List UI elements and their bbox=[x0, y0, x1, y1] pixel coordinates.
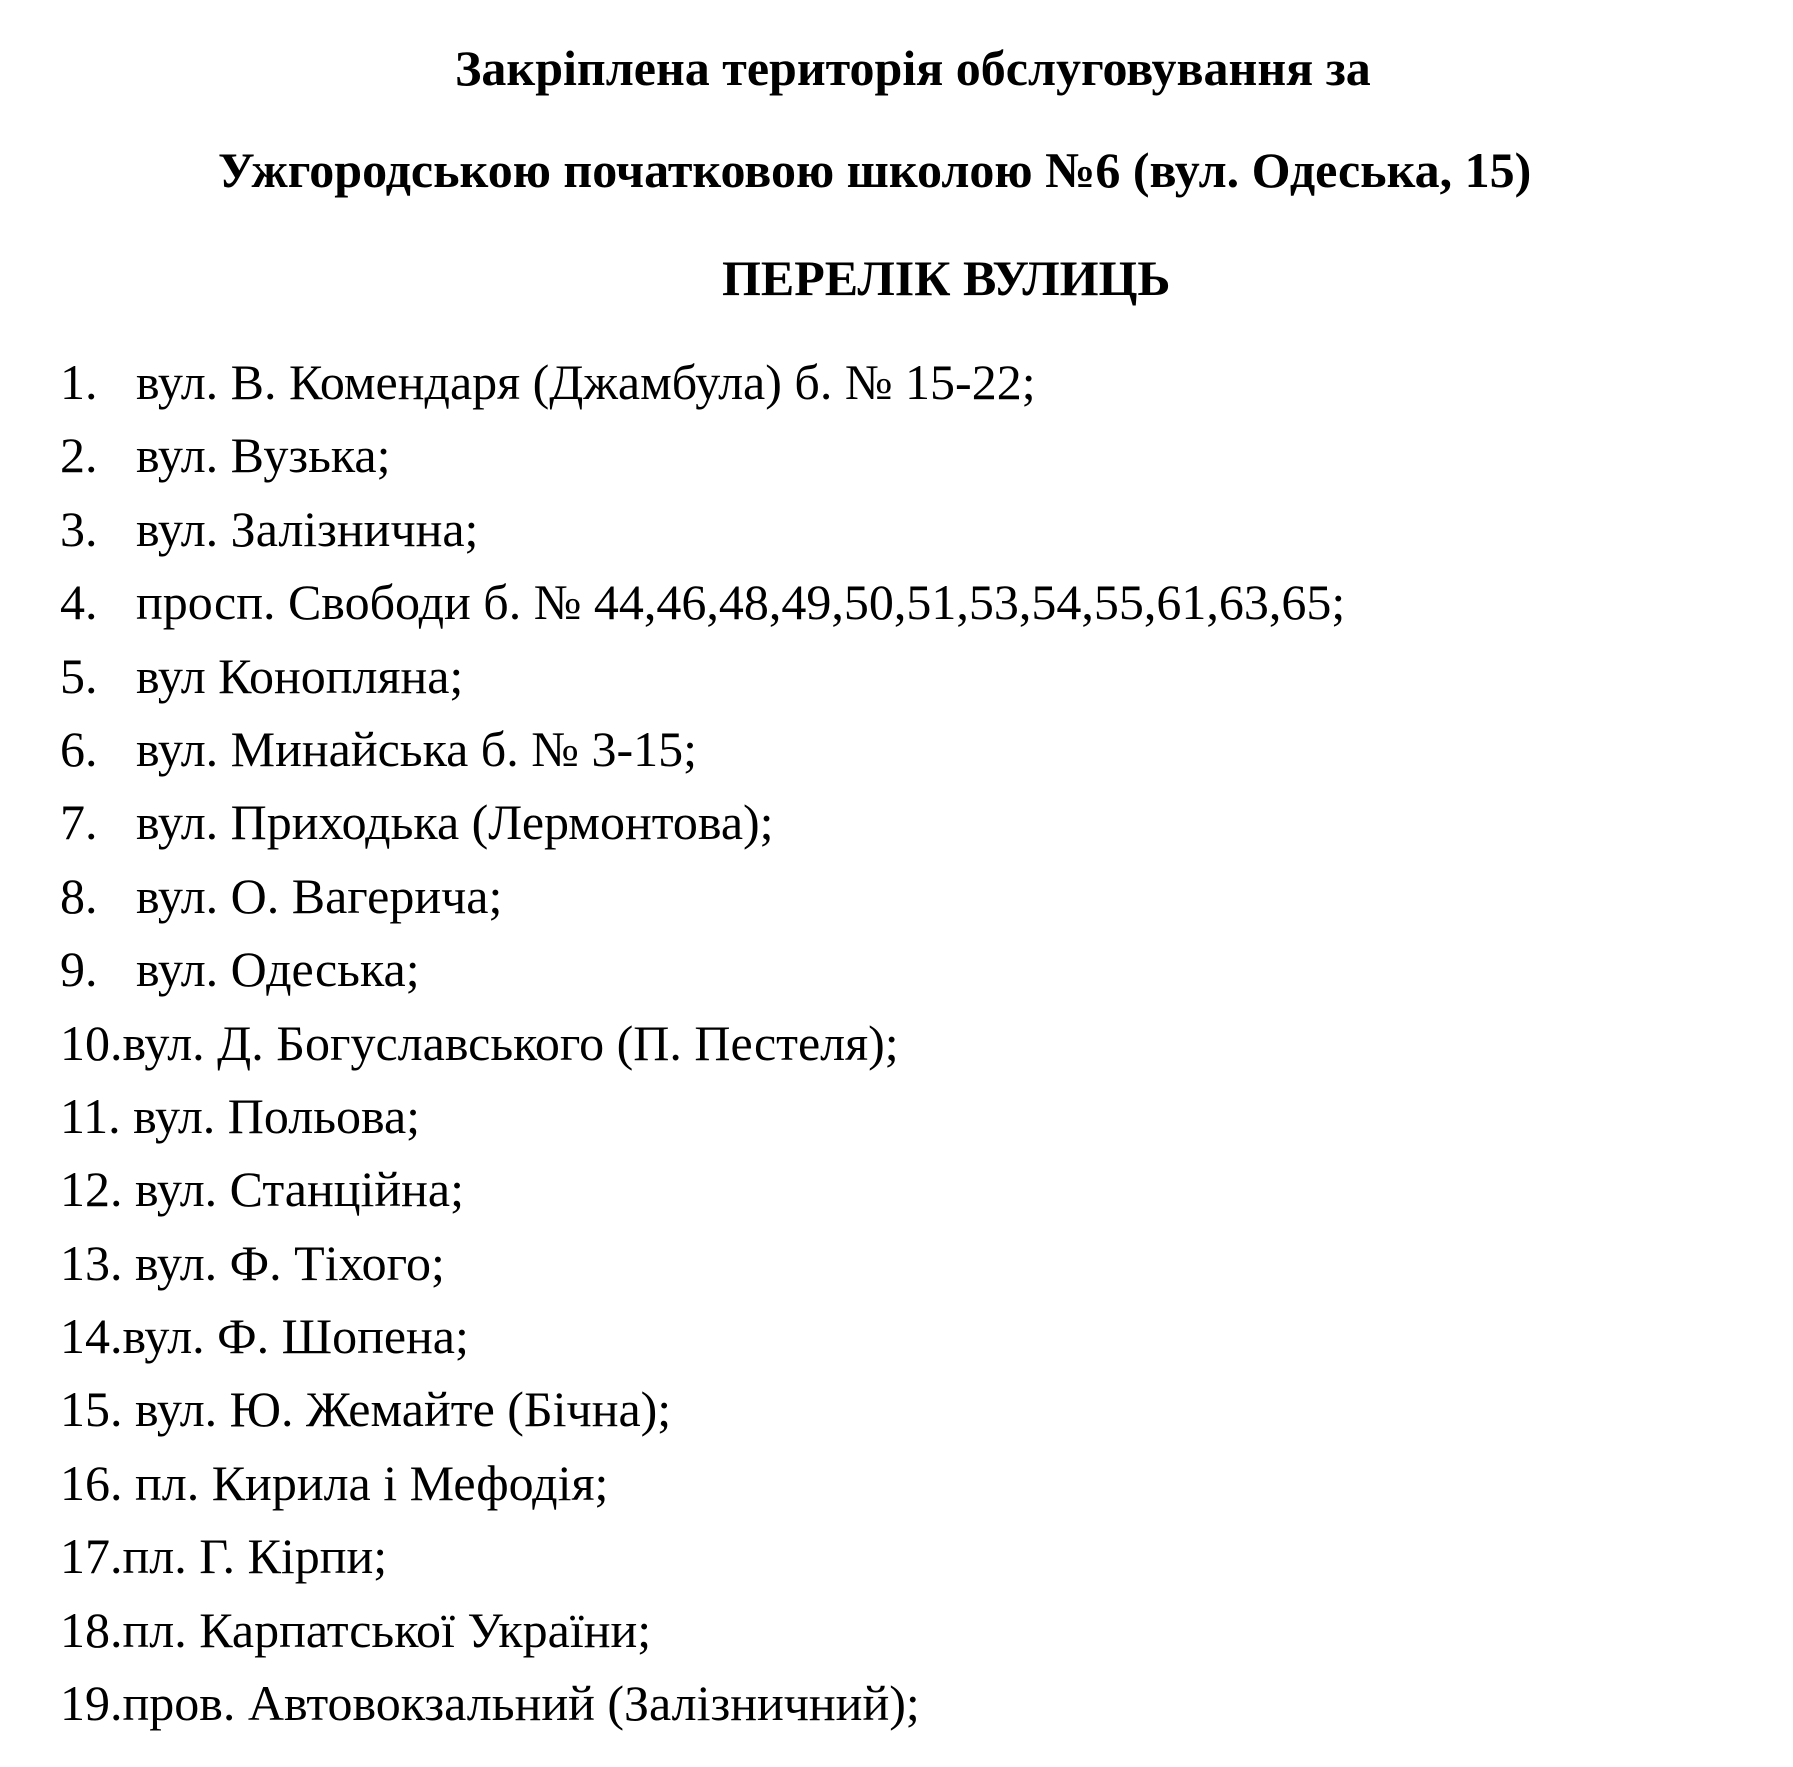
list-item bbox=[60, 1673, 1345, 1746]
list-item-text: пл. Г. Кірпи; bbox=[122, 1528, 388, 1585]
list-item bbox=[60, 939, 1345, 1012]
list-item bbox=[60, 425, 1345, 498]
document-title-line-2: Ужгородською початковою школою №6 (вул. Одеська, 15) bbox=[218, 142, 1532, 198]
street-list bbox=[60, 352, 1345, 1746]
list-item bbox=[60, 1013, 1345, 1086]
list-item-number: 6. bbox=[60, 720, 98, 777]
list-item bbox=[60, 1086, 1345, 1159]
list-item-number: 15. bbox=[60, 1381, 135, 1438]
list-item-number: 1. bbox=[60, 354, 98, 410]
list-heading: ПЕРЕЛІК ВУЛИЦЬ bbox=[722, 250, 1171, 306]
list-item bbox=[60, 646, 1345, 719]
list-item-text: вул. Вузька; bbox=[136, 427, 391, 484]
list-item bbox=[60, 499, 1345, 572]
list-item-text: вул Конопляна; bbox=[136, 647, 464, 704]
list-item-number: 2. bbox=[60, 427, 98, 484]
list-item bbox=[60, 792, 1345, 865]
list-item-number: 5. bbox=[60, 647, 98, 704]
list-item-text: вул. О. Вагерича; bbox=[136, 867, 503, 924]
list-item-number: 3. bbox=[60, 500, 98, 557]
list-item-text: вул. Одеська; bbox=[136, 941, 420, 998]
list-item-text: пров. Автовокзальний (Залізничний); bbox=[122, 1675, 920, 1732]
list-item bbox=[60, 1600, 1345, 1673]
document-title-line-1: Закріплена територія обслуговування за bbox=[455, 40, 1371, 96]
list-item-text: просп. Свободи б. № 44,46,48,49,50,51,53,54,55,61,63,65; bbox=[136, 574, 1346, 631]
list-item-text: пл. Кирила і Мефодія; bbox=[135, 1454, 609, 1511]
list-item-number: 12. bbox=[60, 1161, 135, 1218]
list-item bbox=[60, 1159, 1345, 1232]
list-item-number: 4. bbox=[60, 574, 98, 631]
list-item-number: 10. bbox=[60, 1014, 123, 1071]
list-item-number: 8. bbox=[60, 867, 98, 924]
list-item-number: 19. bbox=[60, 1675, 123, 1732]
list-item bbox=[60, 1233, 1345, 1306]
list-item-text: вул. В. Комендаря (Джамбула) б. № 15-22; bbox=[136, 354, 1036, 410]
list-item bbox=[60, 1379, 1345, 1452]
list-item bbox=[60, 1453, 1345, 1526]
list-item bbox=[60, 1306, 1345, 1379]
list-item-number: 14. bbox=[60, 1308, 123, 1365]
list-item bbox=[60, 719, 1345, 792]
list-item-text: вул. Станційна; bbox=[135, 1161, 465, 1218]
list-item-number: 9. bbox=[60, 941, 98, 998]
list-item-text: пл. Карпатської України; bbox=[122, 1601, 652, 1658]
list-item-text: вул. Залізнична; bbox=[136, 500, 479, 557]
list-item-text: вул. Польова; bbox=[133, 1087, 421, 1144]
list-item-number: 11. bbox=[60, 1087, 134, 1144]
list-item-text: вул. Минайська б. № 3-15; bbox=[136, 720, 697, 777]
list-item-number: 13. bbox=[60, 1234, 135, 1291]
list-item-text: вул. Ф. Шопена; bbox=[122, 1308, 469, 1365]
list-item-text: вул. Ф. Тіхого; bbox=[135, 1234, 445, 1291]
list-item bbox=[60, 1526, 1345, 1599]
list-item-number: 17. bbox=[60, 1528, 123, 1585]
list-item-text: вул. Ю. Жемайте (Бічна); bbox=[135, 1381, 672, 1438]
list-item-number: 18. bbox=[60, 1601, 123, 1658]
list-item bbox=[60, 572, 1345, 645]
list-item bbox=[60, 352, 1345, 425]
list-item bbox=[60, 866, 1345, 939]
list-item-text: вул. Приходька (Лермонтова); bbox=[136, 794, 774, 851]
list-item-number: 16. bbox=[60, 1454, 135, 1511]
list-item-text: вул. Д. Богуславського (П. Пестеля); bbox=[122, 1014, 899, 1071]
list-item-number: 7. bbox=[60, 794, 98, 851]
